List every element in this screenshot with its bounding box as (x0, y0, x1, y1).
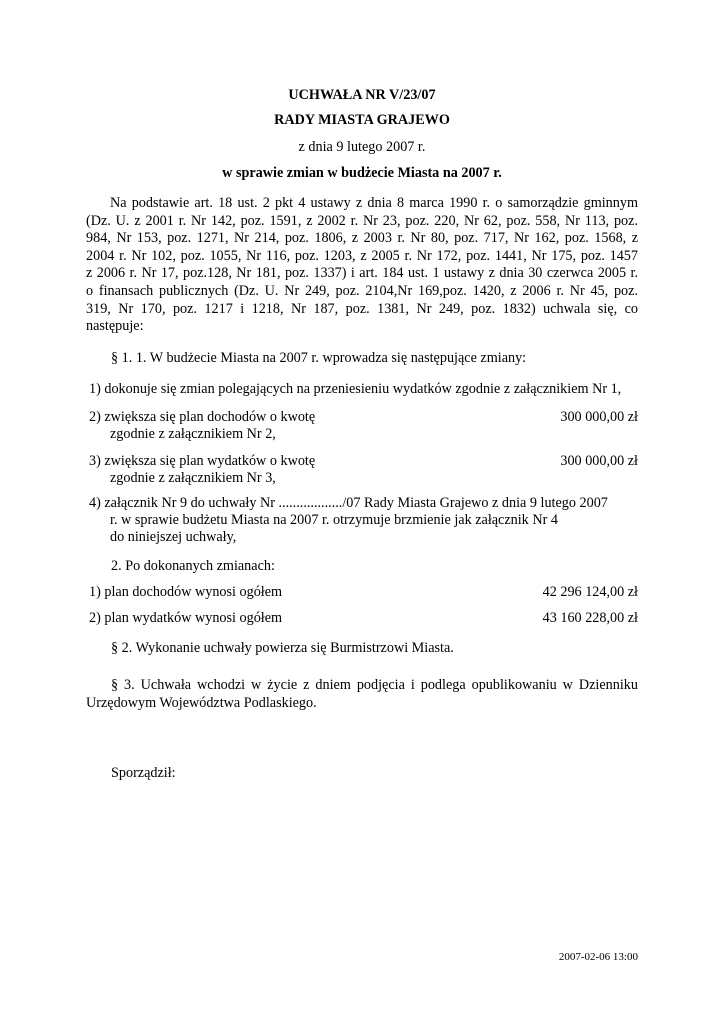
total-expenses-amount: 43 160 228,00 zł (542, 610, 638, 626)
preamble-line: o finansach publicznych (Dz. U. Nr 249, poz. 2104,Nr 169,poz. 1420, z 2006 r. Nr 45, poz. (86, 282, 638, 299)
prepared-by-label: Sporządził: (111, 765, 176, 781)
section-3-paragraph (86, 677, 638, 712)
preamble-paragraph (86, 195, 638, 336)
item-4-line-1: 4) załącznik Nr 9 do uchwały Nr ................../07 Rady Miasta Grajewo z dnia 9 lutego 2007 (89, 495, 608, 511)
preamble-line: następuje: (86, 318, 144, 335)
preamble-line: z 2006 r. Nr 17, poz.128, Nr 181, poz. 1337) i art. 184 ust. 1 ustawy z dnia 30 czerwca 2005 r. (86, 265, 638, 282)
preamble-line: (Dz. U. z 2001 r. Nr 142, poz. 1591, z 2002 r. Nr 23, poz. 220, Nr 62, poz. 558, Nr 113, poz. (86, 212, 638, 229)
item-2-line-2: zgodnie z załącznikiem Nr 2, (110, 426, 276, 442)
section-3-line: Urzędowym Województwa Podlaskiego. (86, 694, 317, 711)
resolution-title: UCHWAŁA NR V/23/07 (288, 87, 436, 103)
item-3-amount: 300 000,00 zł (560, 453, 638, 469)
total-expenses-label: 2) plan wydatków wynosi ogółem (89, 610, 283, 626)
resolution-subject: w sprawie zmian w budżecie Miasta na 2007 r. (222, 165, 502, 181)
item-4-line-2: r. w sprawie budżetu Miasta na 2007 r. otrzymuje brzmienie jak załącznik Nr 4 (110, 512, 558, 528)
item-1: 1) dokonuje się zmian polegających na przeniesieniu wydatków zgodnie z załącznikiem Nr 1, (89, 381, 622, 397)
item-3-line-1: 3) zwiększa się plan wydatków o kwotę (89, 453, 316, 469)
total-income-label: 1) plan dochodów wynosi ogółem (89, 584, 283, 600)
item-4-line-3: do niniejszej uchwały, (110, 529, 237, 545)
resolution-date: z dnia 9 lutego 2007 r. (298, 139, 426, 155)
preamble-line: 319, Nr 170, poz. 1217 i 1218, Nr 187, poz. 1381, Nr 249, poz. 1832) uchwala się, co (86, 300, 638, 317)
footer-timestamp: 2007-02-06 13:00 (558, 951, 638, 963)
section-2: § 2. Wykonanie uchwały powierza się Burmistrzowi Miasta. (111, 640, 454, 656)
preamble-line: Na podstawie art. 18 ust. 2 pkt 4 ustawy z dnia 8 marca 1990 r. o samorządzie gminnym (110, 195, 638, 211)
point-2-heading: 2. Po dokonanych zmianach: (111, 558, 275, 574)
section-3-line: § 3. Uchwała wchodzi w życie z dniem podjęcia i podlega opublikowaniu w Dzienniku (111, 677, 638, 693)
item-2-line-1: 2) zwiększa się plan dochodów o kwotę (89, 409, 316, 425)
preamble-line: 2004 r. Nr 102, poz. 1055, Nr 116, poz. 1203, z 2005 r. Nr 172, poz. 1441, Nr 175, poz. 1457 (86, 247, 638, 264)
preamble-line: 984, Nr 153, poz. 1271, Nr 214, poz. 1806, z 2003 r. Nr 80, poz. 717, Nr 162, poz. 1568, z (86, 230, 638, 247)
total-income-amount: 42 296 124,00 zł (542, 584, 638, 600)
council-name: RADY MIASTA GRAJEWO (274, 112, 450, 128)
section-1-intro: § 1. 1. W budżecie Miasta na 2007 r. wprowadza się następujące zmiany: (111, 350, 527, 366)
item-2-amount: 300 000,00 zł (560, 409, 638, 425)
item-3-line-2: zgodnie z załącznikiem Nr 3, (110, 470, 276, 486)
